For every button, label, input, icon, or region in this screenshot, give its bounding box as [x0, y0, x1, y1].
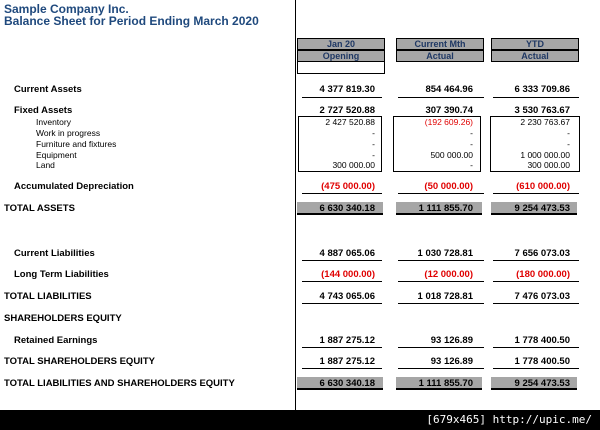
cell-wip-current-mth[interactable]: -	[470, 128, 473, 138]
underline	[398, 281, 484, 282]
cell-total-liab-current-mth[interactable]: 1 018 728.81	[417, 291, 473, 302]
column-header-line1: YTD	[491, 38, 579, 50]
row-label-fixed-assets: Fixed Assets	[14, 105, 73, 116]
cell-inventory-ytd[interactable]: 2 230 763.67	[520, 117, 570, 127]
cell-fixed-assets-ytd[interactable]: 3 530 763.67	[514, 105, 570, 116]
cell-total-liab-jan20[interactable]: 4 743 065.06	[319, 291, 375, 302]
cell-total-assets-ytd[interactable]: 9 254 473.53	[514, 203, 570, 214]
underline	[398, 303, 484, 304]
cell-equipment-current-mth[interactable]: 500 000.00	[430, 150, 473, 160]
column-header-current-mth[interactable]	[396, 38, 484, 60]
row-label-total-assets: TOTAL ASSETS	[4, 203, 75, 214]
column-header-line2: Actual	[396, 50, 484, 62]
row-label-total-liab-equity: TOTAL LIABILITIES AND SHAREHOLDERS EQUITY	[4, 378, 235, 389]
cell-current-assets-jan20[interactable]: 4 377 819.30	[319, 84, 375, 95]
underline	[398, 193, 484, 194]
underline	[302, 281, 382, 282]
underline	[302, 368, 382, 369]
cell-total-sh-equity-jan20[interactable]: 1 887 275.12	[319, 356, 375, 367]
underline	[493, 347, 579, 348]
underline	[493, 368, 579, 369]
cell-inventory-jan20[interactable]: 2 427 520.88	[325, 117, 375, 127]
underline	[493, 303, 579, 304]
cell-total-sh-equity-current-mth[interactable]: 93 126.89	[430, 356, 473, 367]
cell-total-liab-equity-current-mth[interactable]: 1 111 855.70	[418, 378, 473, 389]
row-label-land: Land	[36, 160, 55, 170]
underline	[493, 260, 579, 261]
underline	[398, 347, 484, 348]
underline	[302, 347, 382, 348]
row-label-equipment: Equipment	[36, 150, 77, 160]
underline	[398, 97, 484, 98]
company-name: Sample Company Inc.	[4, 2, 129, 16]
cell-total-assets-jan20[interactable]: 6 630 340.18	[319, 203, 375, 214]
cell-retained-current-mth[interactable]: 93 126.89	[430, 335, 473, 346]
column-divider	[295, 0, 296, 410]
cell-land-current-mth[interactable]: -	[470, 160, 473, 170]
cell-long-term-liab-jan20[interactable]: (144 000.00)	[321, 269, 375, 280]
cell-retained-ytd[interactable]: 1 778 400.50	[514, 335, 570, 346]
underline	[493, 97, 579, 98]
cell-total-liab-equity-ytd[interactable]: 9 254 473.53	[514, 378, 570, 389]
cell-current-liab-ytd[interactable]: 7 656 073.03	[514, 248, 570, 259]
underline	[302, 97, 382, 98]
cell-long-term-liab-ytd[interactable]: (180 000.00)	[516, 269, 570, 280]
cell-total-liab-equity-jan20[interactable]: 6 630 340.18	[319, 378, 375, 389]
column-header-line1: Jan 20	[297, 38, 385, 50]
cell-inventory-current-mth[interactable]: (192 609.26)	[424, 117, 473, 127]
cell-current-assets-ytd[interactable]: 6 333 709.86	[514, 84, 570, 95]
underline	[493, 281, 579, 282]
watermark-bar	[0, 410, 600, 430]
column-header-line2: Opening	[297, 50, 385, 62]
cell-current-assets-current-mth[interactable]: 854 464.96	[425, 84, 473, 95]
cell-acc-dep-current-mth[interactable]: (50 000.00)	[424, 181, 473, 192]
row-label-total-sh-equity: TOTAL SHAREHOLDERS EQUITY	[4, 356, 155, 367]
row-label-wip: Work in progress	[36, 128, 101, 138]
row-label-inventory: Inventory	[36, 117, 71, 127]
cell-equipment-jan20[interactable]: -	[372, 150, 375, 160]
cell-wip-ytd[interactable]: -	[567, 128, 570, 138]
row-label-furniture: Furniture and fixtures	[36, 139, 117, 149]
row-label-current-assets: Current Assets	[14, 84, 82, 95]
row-label-retained: Retained Earnings	[14, 335, 98, 346]
cell-acc-dep-ytd[interactable]: (610 000.00)	[516, 181, 570, 192]
cell-total-assets-current-mth[interactable]: 1 111 855.70	[418, 203, 473, 214]
cell-long-term-liab-current-mth[interactable]: (12 000.00)	[424, 269, 473, 280]
underline	[398, 368, 484, 369]
selected-cell[interactable]	[297, 61, 385, 74]
report-title: Balance Sheet for Period Ending March 2020	[4, 14, 259, 28]
cell-fixed-assets-current-mth[interactable]: 307 390.74	[425, 105, 473, 116]
cell-equipment-ytd[interactable]: 1 000 000.00	[520, 150, 570, 160]
column-header-jan20[interactable]	[297, 38, 385, 60]
cell-furniture-jan20[interactable]: -	[372, 139, 375, 149]
cell-retained-jan20[interactable]: 1 887 275.12	[319, 335, 375, 346]
underline	[493, 193, 579, 194]
cell-current-liab-current-mth[interactable]: 1 030 728.81	[417, 248, 473, 259]
cell-land-ytd[interactable]: 300 000.00	[527, 160, 570, 170]
underline	[398, 260, 484, 261]
cell-wip-jan20[interactable]: -	[372, 128, 375, 138]
cell-total-sh-equity-ytd[interactable]: 1 778 400.50	[514, 356, 570, 367]
column-header-ytd[interactable]	[491, 38, 579, 60]
row-label-current-liab: Current Liabilities	[14, 248, 95, 259]
cell-furniture-ytd[interactable]: -	[567, 139, 570, 149]
underline	[302, 193, 382, 194]
underline	[302, 260, 382, 261]
watermark-text: [679x465] http://upic.me/	[426, 413, 592, 426]
cell-total-liab-ytd[interactable]: 7 476 073.03	[514, 291, 570, 302]
cell-land-jan20[interactable]: 300 000.00	[332, 160, 375, 170]
cell-current-liab-jan20[interactable]: 4 887 065.06	[319, 248, 375, 259]
cell-fixed-assets-jan20[interactable]: 2 727 520.88	[319, 105, 375, 116]
section-heading-shareholders-equity: SHAREHOLDERS EQUITY	[4, 313, 122, 324]
cell-acc-dep-jan20[interactable]: (475 000.00)	[321, 181, 375, 192]
row-label-long-term-liab: Long Term Liabilities	[14, 269, 109, 280]
cell-furniture-current-mth[interactable]: -	[470, 139, 473, 149]
underline	[302, 303, 382, 304]
column-header-line2: Actual	[491, 50, 579, 62]
row-label-acc-dep: Accumulated Depreciation	[14, 181, 134, 192]
row-label-total-liab: TOTAL LIABILITIES	[4, 291, 92, 302]
column-header-line1: Current Mth	[396, 38, 484, 50]
